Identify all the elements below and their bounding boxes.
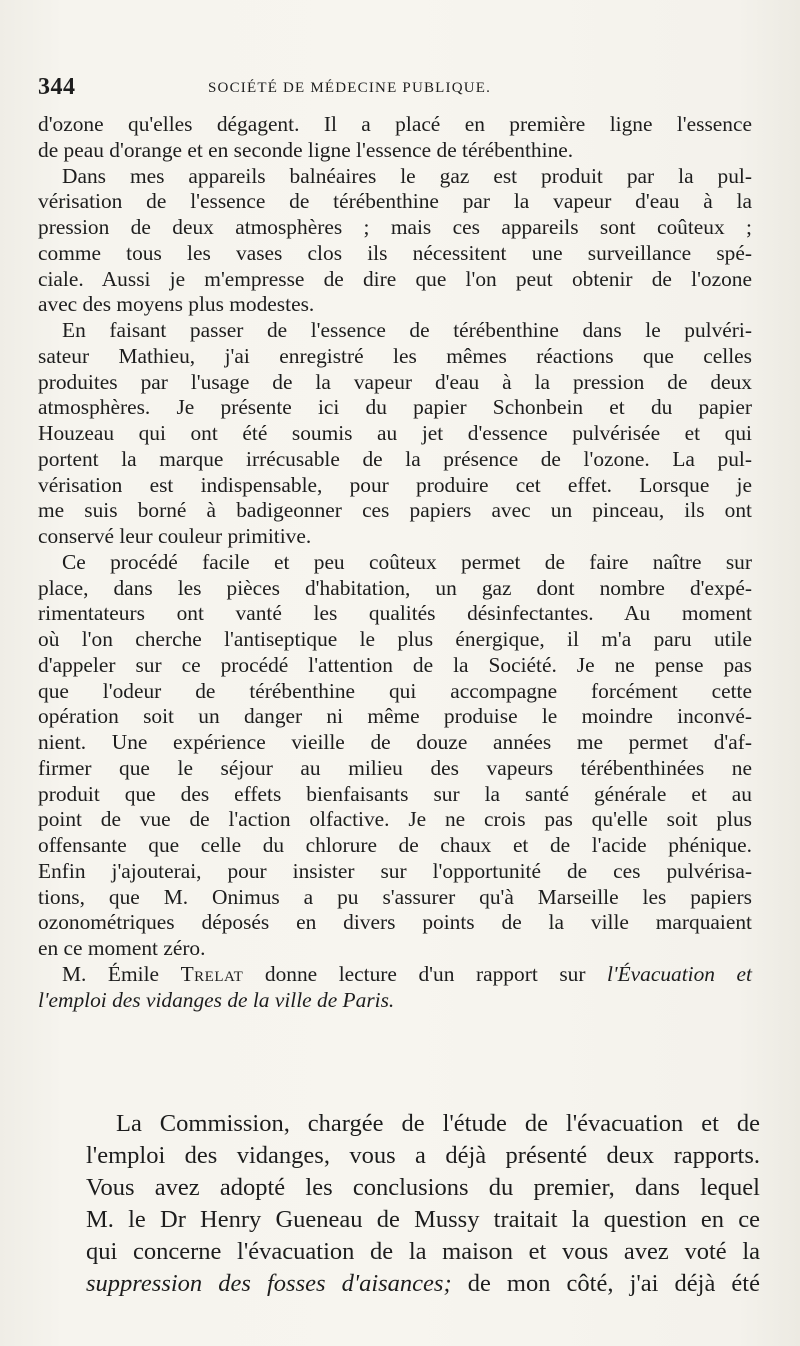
text-line: Vous avez adopté les conclusions du premier, dans lequel [86,1174,760,1201]
text-line: ciale. Aussi je m'empresse de dire que l'on peut obtenir de l'ozone [38,266,752,291]
speaker-middle: donne lecture d'un rapport sur [243,961,608,986]
paragraph-4-cont [38,576,752,962]
text-line [62,962,752,988]
report-paragraph [58,1108,760,1140]
text-line: Dans mes appareils balnéaires le gaz est produit par la pul- [62,163,752,188]
text-line: l'emploi des vidanges, vous a déjà présenté deux rapports. [86,1142,760,1169]
text-line: qui concerne l'évacuation de la maison et vous avez voté la [86,1238,760,1265]
text-line: nient. Une expérience vieille de douze années me permet d'af- [38,730,752,754]
paragraph-2 [38,164,752,190]
text-line: opération soit un danger ni même produise le moindre inconvé- [38,704,752,729]
report-title-part2: l'emploi des vidanges de la ville de Paris. [38,987,395,1012]
text-line: Houzeau qui ont été soumis au jet d'essence pulvérisée et qui [38,421,752,445]
text-line: d'ozone qu'elles dégagent. Il a placé en première ligne l'essence [38,112,752,136]
paragraph-4 [38,550,752,576]
text-line: Enfin j'ajouterai, pour insister sur l'opportunité de ces pulvérisa- [38,858,752,883]
speaker-name: Trelat [180,961,244,986]
text-line: avec des moyens plus modestes. [38,292,315,317]
text-line: produit que des effets bienfaisants sur la santé générale et au [38,781,752,806]
text-line: M. le Dr Henry Gueneau de Mussy traitait la question en ce [86,1206,760,1233]
running-title: SOCIÉTÉ DE MÉDECINE PUBLIQUE. [208,80,492,96]
text-line: que l'odeur de térébenthine qui accompagne forcément cette [38,678,752,703]
text-line: rimentateurs ont vanté les qualités désinfectantes. Au moment [38,601,752,626]
text-line [58,1268,760,1300]
page-number: 344 [38,74,76,100]
report-paragraph-cont [58,1140,760,1300]
text-line: atmosphères. Je présente ici du papier Schonbein et du papier [38,395,752,420]
speaker-prefix: M. Émile [62,961,181,986]
text-line: vérisation de l'essence de térébenthine par la vapeur d'eau à la [38,189,752,214]
text-line: portent la marque irrécusable de la présence de l'ozone. La pul- [38,446,752,471]
text-line: conservé leur couleur primitive. [38,524,312,548]
text-line: place, dans les pièces d'habitation, un gaz dont nombre d'expé- [38,575,752,600]
paragraph-2-cont [38,189,752,318]
text-line: d'appeler sur ce procédé l'attention de la Société. Je ne pense pas [38,652,752,677]
paragraph-1 [38,112,752,164]
text-line: comme tous les vases clos ils nécessitent une surveillance spé- [38,240,752,265]
paragraph-5-cont [38,988,752,1014]
text-line: vérisation est indispensable, pour produire cet effet. Lorsque je [38,472,752,497]
page-header [38,72,758,106]
text-line: firmer que le séjour au milieu des vapeurs térébenthinées ne [38,755,752,780]
text-line: me suis borné à badigeonner ces papiers avec un pinceau, ils ont [38,498,752,523]
text-line: Ce procédé facile et peu coûteux permet de faire naître sur [62,549,752,574]
text-line: En faisant passer de l'essence de térébenthine dans le pulvéri- [62,318,752,342]
body-text-large [58,1108,760,1300]
paragraph-3-cont [38,344,752,550]
body-text-small [38,112,752,1013]
text-line: de peau d'orange et en seconde ligne l'essence de térébenthine. [38,137,574,162]
text-line: tions, que M. Onimus a pu s'assurer qu'à Marseille les papiers [38,884,752,909]
paragraph-5 [38,962,752,988]
text-line: La Commission, chargée de l'étude de l'évacuation et de [116,1110,760,1137]
text-line: point de vue de l'action olfactive. Je ne crois pas qu'elle soit plus [38,807,752,832]
report-title-part1: l'Évacuation et [607,961,752,986]
text-line: en ce moment zéro. [38,936,206,960]
italic-phrase: suppression des fosses d'aisances; [86,1270,452,1297]
line-rest: de mon côté, j'ai déjà été [451,1270,760,1297]
text-line: produites par l'usage de la vapeur d'eau à la pression de deux [38,369,752,394]
text-line: ozonométriques déposés en divers points de la ville marquaient [38,910,752,935]
paragraph-3 [38,318,752,344]
text-line: pression de deux atmosphères ; mais ces appareils sont coûteux ; [38,215,752,239]
text-line: sateur Mathieu, j'ai enregistré les mêmes réactions que celles [38,343,752,368]
text-line: offensante que celle du chlorure de chaux et de l'acide phénique. [38,833,752,857]
text-line: où l'on cherche l'antiseptique le plus énergique, il m'a paru utile [38,627,752,651]
